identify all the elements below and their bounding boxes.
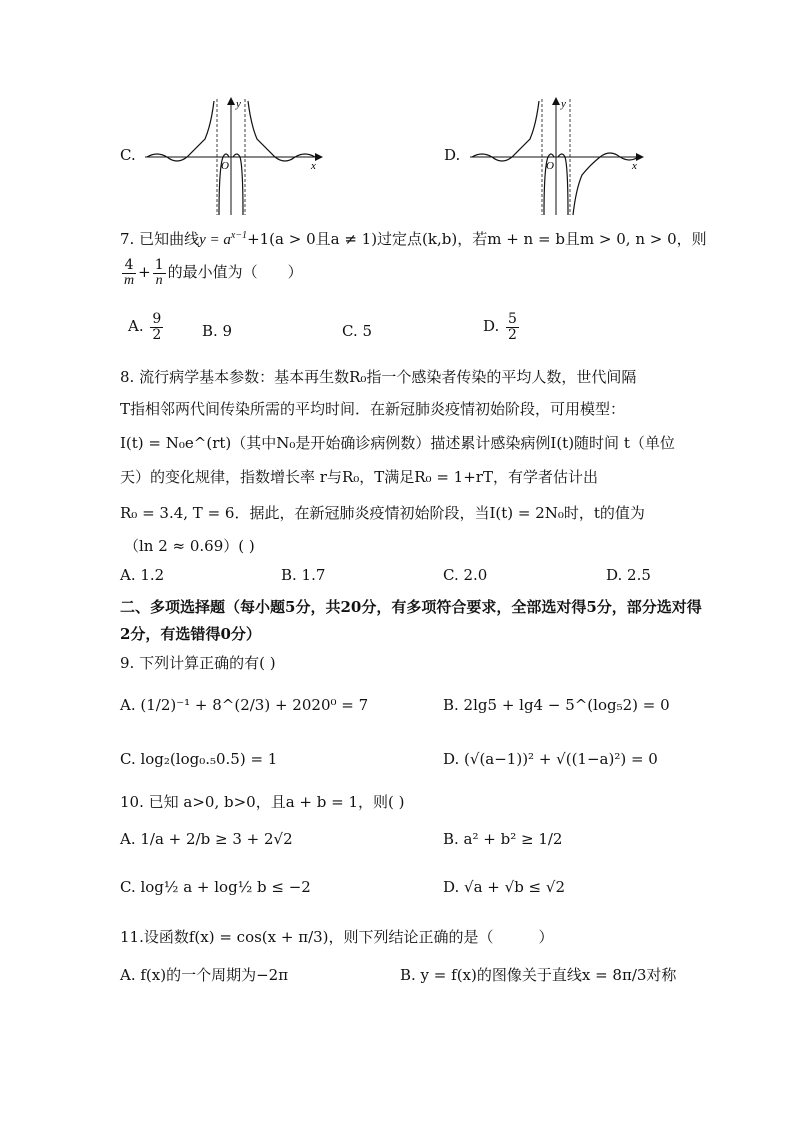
q7-option-b: B. 9: [202, 322, 233, 340]
q7-stem: 7. 已知曲线$y = a^{x-1}+1(a > 0$且a ≠ 1)过定点(k,b)，若m + n = b且m > 0, n > 0，则: [120, 230, 707, 248]
svg-text:y: y: [236, 98, 241, 110]
q7-option-d: D. $\frac{5}{2}$: [483, 311, 517, 343]
q10-option-a: A. 1/a + 2/b ≥ 3 + 2√2: [120, 830, 293, 848]
q10-option-c: C. log½ a + log½ b ≤ −2: [120, 878, 311, 896]
q11-option-a: A. f(x)的一个周期为−2π: [120, 966, 289, 984]
q8-line-5: R₀ = 3.4, T = 6．据此，在新冠肺炎疫情初始阶段，当I(t) = 2N₀时，t的值为: [120, 504, 645, 522]
q7-option-a: A. $\frac{9}{2}$: [128, 311, 162, 343]
q6-graph-d: [470, 95, 655, 220]
section-2-heading-line-2: 2分，有选错得0分）: [120, 625, 261, 643]
q9-option-a: A. (1/2)⁻¹ + 8^(2/3) + 2020⁰ = 7: [120, 696, 369, 714]
q11-stem: 11.设函数f(x) = cos(x + π/3)，则下列结论正确的是（ ）: [120, 928, 554, 946]
q8-option-d: D. 2.5: [606, 566, 651, 584]
q7-option-c: C. 5: [342, 322, 373, 340]
q8-line-2: T指相邻两代间传染所需的平均时间．在新冠肺炎疫情初始阶段，可用模型：: [120, 400, 626, 418]
svg-text:O: O: [546, 160, 554, 172]
q9-option-c: C. log₂(log₀.₅0.5) = 1: [120, 750, 278, 768]
svg-text:x: x: [632, 160, 637, 172]
q8-option-c: C. 2.0: [443, 566, 488, 584]
section-2-heading-line-1: 二、多项选择题（每小题5分，共20分，有多项符合要求，全部选对得5分，部分选对得: [120, 598, 702, 616]
svg-text:y: y: [561, 98, 566, 110]
q11-option-b: B. y = f(x)的图像关于直线x = 8π/3对称: [400, 966, 677, 984]
q10-option-d: D. √a + √b ≤ √2: [443, 878, 565, 896]
q9-option-d: D. (√(a−1))² + √((1−a)²) = 0: [443, 750, 658, 768]
q8-line-1: 8. 流行病学基本参数：基本再生数R₀指一个感染者传染的平均人数，世代间隔: [120, 368, 637, 386]
svg-text:O: O: [221, 160, 229, 172]
q6-option-c-label: C.: [120, 146, 136, 164]
q8-line-6: （ln 2 ≈ 0.69）( ): [124, 537, 255, 555]
q8-line-4: 天）的变化规律，指数增长率 r与R₀，T满足R₀ = 1+rT，有学者估计出: [120, 468, 598, 486]
q6-graph-c: [145, 95, 330, 220]
q8-option-b: B. 1.7: [281, 566, 326, 584]
q10-stem: 10. 已知 a>0, b>0，且a + b = 1，则( ): [120, 793, 405, 811]
q7-stem-expression: $\frac{4}{m}$ + $\frac{1}{n}$ 的最小值为（ ）: [124, 257, 303, 288]
q9-option-b: B. 2lg5 + lg4 − 5^(log₅2) = 0: [443, 696, 670, 714]
q8-option-a: A. 1.2: [120, 566, 165, 584]
q9-stem: 9. 下列计算正确的有( ): [120, 654, 276, 672]
svg-text:x: x: [311, 160, 316, 172]
q10-option-b: B. a² + b² ≥ 1/2: [443, 830, 563, 848]
q6-option-d-label: D.: [444, 146, 461, 164]
q8-line-3: I(t) = N₀e^(rt)（其中N₀是开始确诊病例数）描述累计感染病例I(t)随时间 t（单位: [120, 434, 675, 452]
